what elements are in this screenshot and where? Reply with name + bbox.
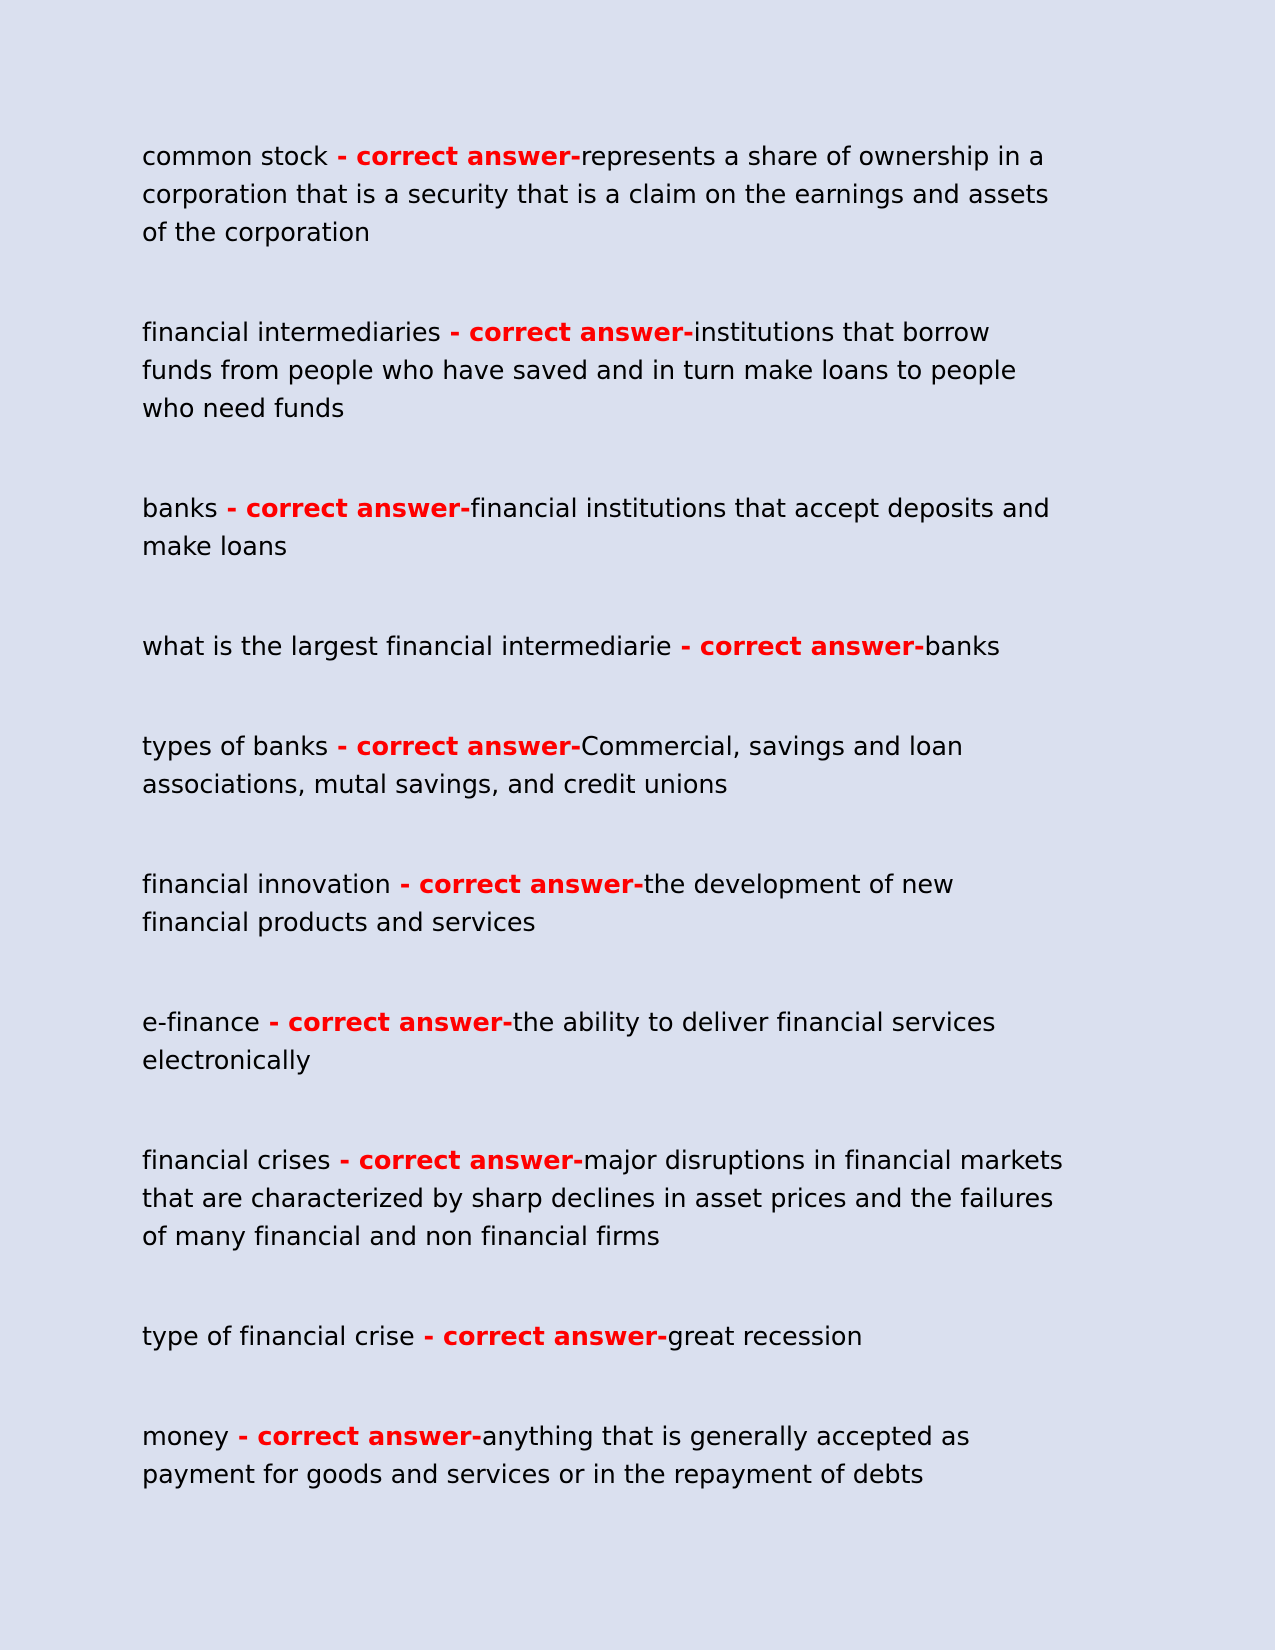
flashcard-entry: [142, 490, 1067, 566]
flashcard-entry: [142, 1318, 1067, 1356]
entry-term: common stock: [142, 142, 328, 172]
entry-separator: - correct answer-: [390, 870, 644, 900]
entry-answer: Commercial, savings and loan associations, mutal savings, and credit unions: [142, 732, 963, 800]
entry-answer: institutions that borrow funds from people who have saved and in turn make loans to people who need funds: [142, 318, 1017, 424]
entry-answer: banks: [924, 632, 1000, 662]
entry-term: financial crises: [142, 1146, 331, 1176]
entry-answer: the development of new financial products and services: [142, 870, 954, 938]
flashcard-entry: [142, 1004, 1067, 1080]
entry-answer: the ability to deliver financial services electronically: [142, 1008, 996, 1076]
flashcard-entry: [142, 1418, 1067, 1494]
entry-answer: major disruptions in financial markets that are characterized by sharp declines in asset prices and the failures of many financial and non financial firms: [142, 1146, 1063, 1252]
entry-term: types of banks: [142, 732, 329, 762]
entry-separator: - correct answer-: [328, 732, 582, 762]
entry-term: type of financial crise: [142, 1322, 415, 1352]
entry-term: banks: [142, 494, 218, 524]
entry-term: financial innovation: [142, 870, 391, 900]
flashcard-list: [142, 138, 1145, 1494]
entry-separator: - correct answer-: [217, 494, 471, 524]
entry-separator: - correct answer-: [440, 318, 694, 348]
entry-answer: great recession: [667, 1322, 863, 1352]
entry-separator: - correct answer-: [671, 632, 925, 662]
entry-term: financial intermediaries: [142, 318, 441, 348]
entry-separator: - correct answer-: [259, 1008, 513, 1038]
flashcard-entry: [142, 628, 1067, 666]
entry-separator: - correct answer-: [414, 1322, 668, 1352]
entry-term: money: [142, 1422, 229, 1452]
entry-term: what is the largest financial intermediarie: [142, 632, 672, 662]
flashcard-entry: [142, 314, 1067, 428]
flashcard-entry: [142, 1142, 1067, 1256]
entry-answer: financial institutions that accept deposits and make loans: [142, 494, 1050, 562]
entry-separator: - correct answer-: [228, 1422, 482, 1452]
entry-separator: - correct answer-: [330, 1146, 584, 1176]
entry-separator: - correct answer-: [327, 142, 581, 172]
flashcard-entry: [142, 866, 1067, 942]
entry-term: e-finance: [142, 1008, 260, 1038]
entry-answer: anything that is generally accepted as payment for goods and services or in the repayment of debts: [142, 1422, 970, 1490]
flashcard-entry: [142, 728, 1067, 804]
entry-answer: represents a share of ownership in a corporation that is a security that is a claim on the earnings and assets of the corporation: [142, 142, 1049, 248]
flashcard-entry: [142, 138, 1067, 252]
